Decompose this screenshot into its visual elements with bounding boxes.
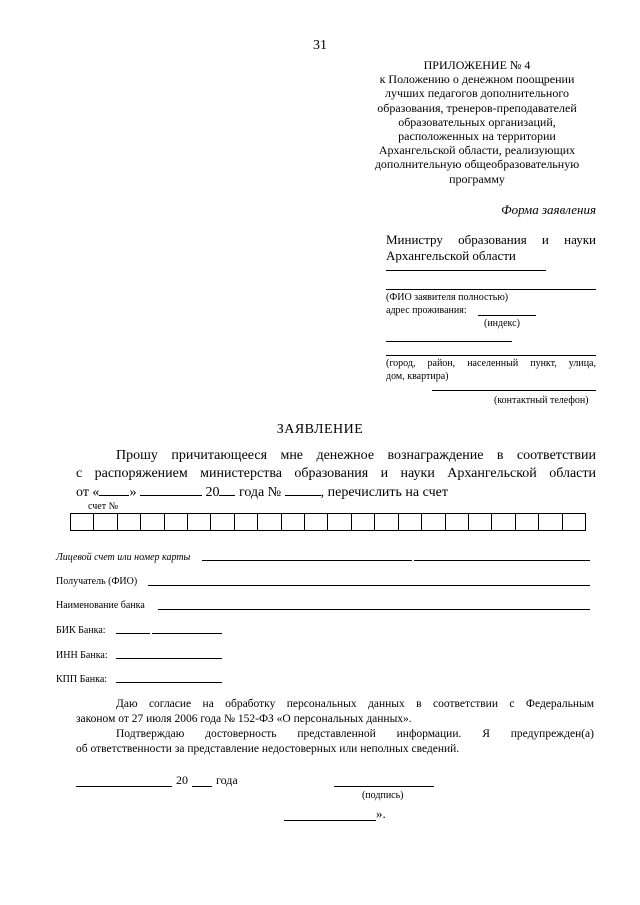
account-digit-cell[interactable] <box>399 514 422 530</box>
account-digit-cell[interactable] <box>188 514 211 530</box>
bank-name-label: Наименование банка <box>56 600 145 611</box>
bik-label: БИК Банка: <box>56 625 106 636</box>
closing-line[interactable] <box>284 820 376 821</box>
address-label: адрес проживания: <box>386 305 467 316</box>
appendix-title: ПРИЛОЖЕНИЕ № 4 <box>423 58 531 72</box>
date-mid: » <box>129 485 137 500</box>
recipient-label: Получатель (ФИО) <box>56 576 138 587</box>
consent-line-1: Даю согласие на обработку персональных данных в соответствии с Федеральным <box>116 698 594 710</box>
account-digit-cell[interactable] <box>375 514 398 530</box>
date-prefix: от « <box>76 485 100 500</box>
request-line-2: с распоряжением министерства образования и науки Архангельской области <box>76 466 596 481</box>
card-label: Лицевой счет или номер карты <box>56 552 191 563</box>
addressee-blank-line[interactable] <box>386 270 546 271</box>
address-hint-2: дом, квартира) <box>386 371 449 382</box>
appendix-line: образования, тренеров-преподавателей <box>377 100 577 115</box>
closing-mark: ». <box>376 806 386 821</box>
inn-label: ИНН Банка: <box>56 650 108 661</box>
account-digit-cell[interactable] <box>446 514 469 530</box>
date-line[interactable] <box>76 786 172 787</box>
addressee-word: образования <box>458 232 527 247</box>
sign-year-blank[interactable] <box>192 786 212 787</box>
bik-line-1[interactable] <box>116 633 150 634</box>
address-line[interactable] <box>386 355 596 356</box>
kpp-label: КПП Банка: <box>56 674 108 685</box>
confirm-line-1: Подтверждаю достоверность представленной информации. Я предупрежден(а) <box>116 728 594 740</box>
account-digit-cell[interactable] <box>469 514 492 530</box>
bank-name-line[interactable] <box>158 609 590 610</box>
appendix-line: расположенных на территории <box>398 129 556 144</box>
signature-hint: (подпись) <box>362 790 404 801</box>
inn-line[interactable] <box>116 658 222 659</box>
appendix-line: к Положению о денежном поощрении <box>379 72 575 87</box>
account-label: счет № <box>88 501 119 512</box>
address-hint: (город, район, населенный пункт, улица, <box>386 358 596 369</box>
account-digit-cell[interactable] <box>305 514 328 530</box>
account-digit-cell[interactable] <box>118 514 141 530</box>
recipient-line[interactable] <box>148 585 590 586</box>
card-line[interactable] <box>202 560 412 561</box>
phone-hint: (контактный телефон) <box>494 395 589 406</box>
addressee-word: и <box>541 232 549 247</box>
confirm-line-2: об ответственности за представление недостоверных или неполных сведений. <box>76 743 460 755</box>
account-digit-cell[interactable] <box>258 514 281 530</box>
bik-line-2[interactable] <box>152 633 222 634</box>
account-digit-cell[interactable] <box>282 514 305 530</box>
card-line-2[interactable] <box>414 560 590 561</box>
applicant-name-line[interactable] <box>386 289 596 290</box>
appendix-line: Архангельской области, реализующих <box>378 143 576 158</box>
order-number-blank[interactable] <box>285 483 321 496</box>
document-title: ЗАЯВЛЕНИЕ <box>276 422 364 437</box>
year-blank[interactable] <box>219 483 235 496</box>
account-digit-cell[interactable] <box>563 514 585 530</box>
account-digit-cell[interactable] <box>328 514 351 530</box>
year-prefix: 20 <box>205 485 220 500</box>
account-digit-cell[interactable] <box>141 514 164 530</box>
sign-year-prefix: 20 <box>176 773 188 787</box>
appendix-line: образовательных организаций, <box>398 114 556 129</box>
index-line[interactable] <box>386 341 512 342</box>
date-day-blank[interactable] <box>99 483 129 496</box>
kpp-line[interactable] <box>116 682 222 683</box>
account-digit-cell[interactable] <box>492 514 515 530</box>
addressee-word: Министру <box>386 232 443 247</box>
date-month-blank[interactable] <box>140 483 202 496</box>
index-line-end[interactable] <box>504 341 512 342</box>
request-line-3-end: , перечислить на счет <box>320 485 448 500</box>
account-digit-cell[interactable] <box>165 514 188 530</box>
page-number: 31 <box>313 38 327 53</box>
account-digit-cell[interactable] <box>422 514 445 530</box>
appendix-line: программу <box>449 171 505 186</box>
account-digit-cell[interactable] <box>94 514 117 530</box>
addressee-word: науки <box>564 232 596 247</box>
appendix-line: лучших педагогов дополнительного <box>385 86 569 101</box>
phone-line[interactable] <box>432 390 596 391</box>
addressee <box>386 232 596 264</box>
request-line-1: Прошу причитающееся мне денежное вознаграждение в соответствии <box>116 448 596 463</box>
index-hint: (индекс) <box>484 318 520 329</box>
address-input-line[interactable] <box>478 315 536 316</box>
request-line-3 <box>76 483 596 502</box>
form-label: Форма заявления <box>501 202 596 217</box>
account-digit-cell[interactable] <box>211 514 234 530</box>
account-digit-cell[interactable] <box>352 514 375 530</box>
account-digit-cell[interactable] <box>235 514 258 530</box>
account-number-grid[interactable] <box>70 513 586 531</box>
account-digit-cell[interactable] <box>71 514 94 530</box>
appendix-header <box>358 58 596 186</box>
appendix-line: дополнительную общеобразовательную <box>374 157 580 172</box>
account-digit-cell[interactable] <box>516 514 539 530</box>
sign-year-suffix: года <box>216 773 238 787</box>
consent-line-2: законом от 27 июля 2006 года № 152-ФЗ «О персональных данных». <box>76 713 412 725</box>
addressee-line2: Архангельской области <box>386 248 516 263</box>
account-digit-cell[interactable] <box>539 514 562 530</box>
signature-line[interactable] <box>334 786 434 787</box>
year-suffix: года № <box>238 485 282 500</box>
fio-hint: (ФИО заявителя полностью) <box>386 292 509 303</box>
